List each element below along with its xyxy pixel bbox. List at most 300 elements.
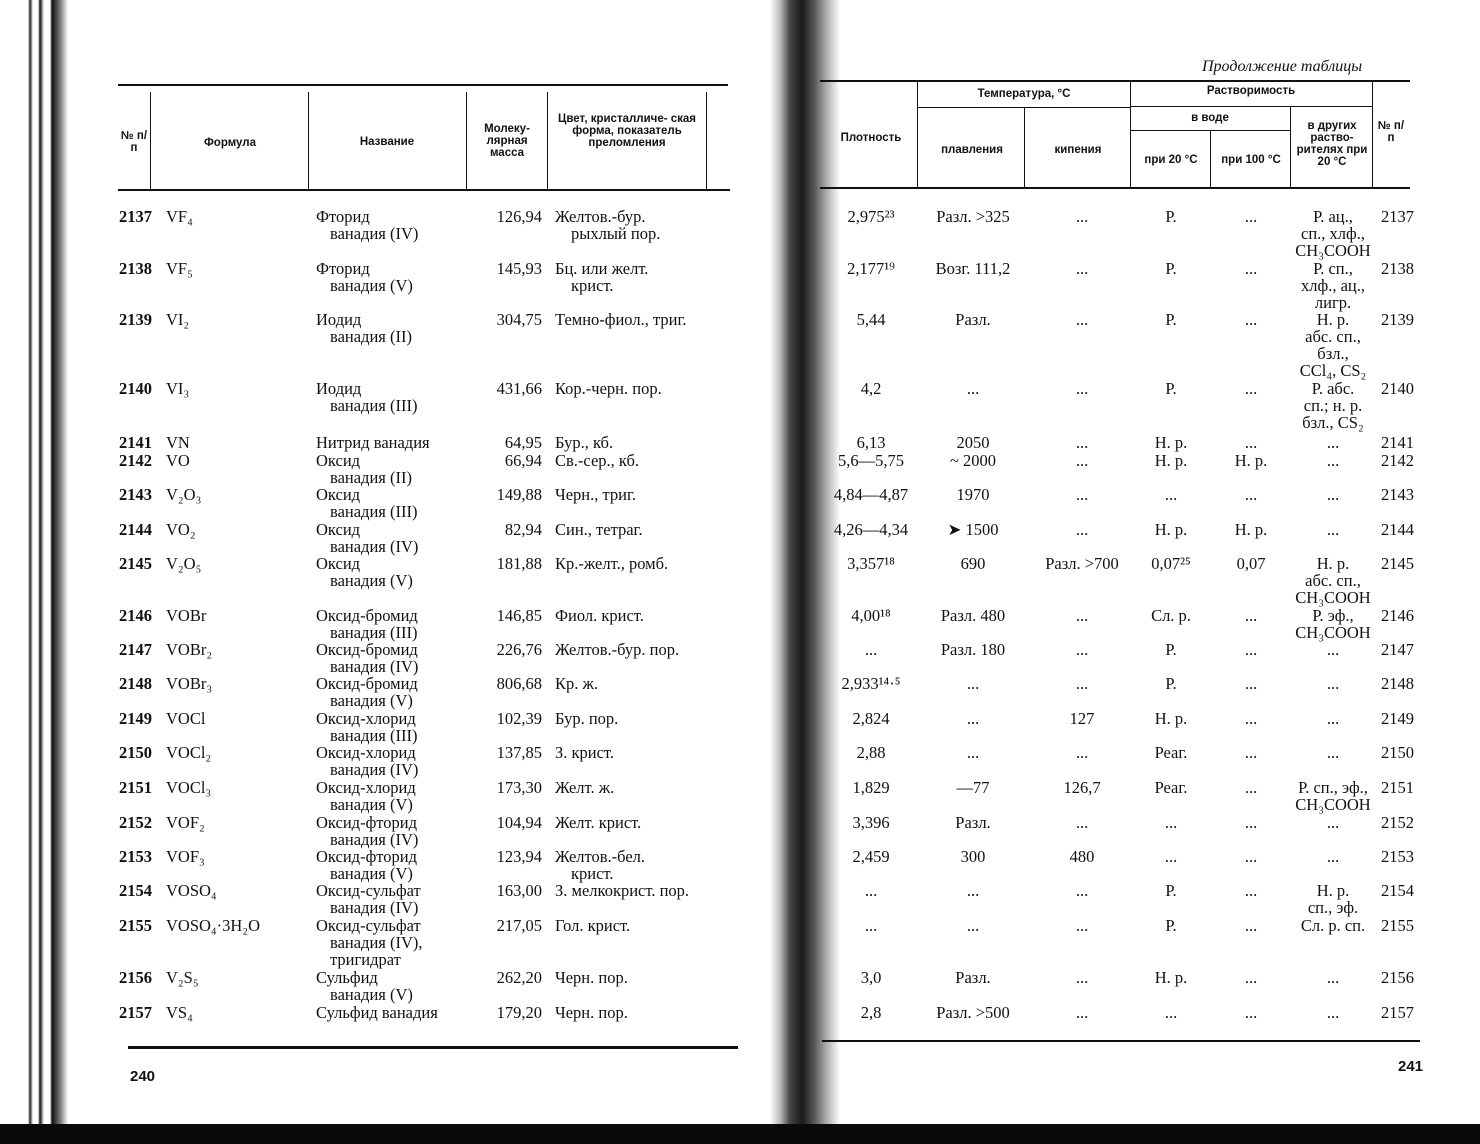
density: 2,177¹⁹ <box>847 259 895 278</box>
density: 2,975²³ <box>847 207 895 226</box>
row-num-right: 2138 <box>1381 259 1414 278</box>
melting-point: ... <box>966 916 980 935</box>
other-solvents-line: ... <box>1326 847 1340 866</box>
color-form-line: Темно-фиол., триг. <box>555 310 687 329</box>
density: ... <box>864 881 878 900</box>
other-solvents-line: ... <box>1326 813 1340 832</box>
solubility-100: ... <box>1244 881 1258 900</box>
color-form-line: Желт. крист. <box>555 813 642 832</box>
boiling-point: ... <box>1075 520 1089 539</box>
density: ... <box>864 916 878 935</box>
molar-mass: 226,76 <box>496 640 542 659</box>
color-form <box>555 641 730 658</box>
other-solvents-line: сп., хлф., <box>1301 224 1365 243</box>
right-col-divider <box>1290 107 1291 188</box>
row-num-right: 2137 <box>1381 207 1414 226</box>
row-num-right: 2149 <box>1381 709 1414 728</box>
melting-point: Разл. <box>955 310 991 329</box>
solubility-20: Р. <box>1165 310 1177 329</box>
row-num-right: 2155 <box>1381 916 1414 935</box>
melting-point: ... <box>966 881 980 900</box>
left-table-header-bottom-rule <box>118 189 730 191</box>
other-solvents <box>1290 260 1376 311</box>
compound-name-line: Оксид-фторид <box>316 813 417 832</box>
compound-name <box>316 607 466 641</box>
boiling-point: 126,7 <box>1063 778 1101 797</box>
melting-point: Разл. >500 <box>936 1003 1010 1022</box>
header-num: № п/п <box>120 130 148 154</box>
compound-name-line: Иодид <box>316 379 362 398</box>
solubility-20: Н. р. <box>1154 451 1188 470</box>
solubility-100: ... <box>1244 743 1258 762</box>
row-num: 2157 <box>119 1003 152 1022</box>
compound-name-line: ванадия (IV), <box>330 933 423 952</box>
other-solvents <box>1290 452 1376 469</box>
row-num-right: 2144 <box>1381 520 1414 539</box>
compound-name-line: ванадия (II) <box>330 327 412 346</box>
other-solvents <box>1290 848 1376 865</box>
compound-name-line: ванадия (V) <box>330 276 413 295</box>
molar-mass: 66,94 <box>504 451 542 470</box>
solubility-100: ... <box>1244 259 1258 278</box>
row-num: 2150 <box>119 743 152 762</box>
other-solvents-line: CH₃COOH <box>1295 241 1371 260</box>
compound-name <box>316 380 466 414</box>
density: 2,459 <box>852 847 890 866</box>
header-num-right: № п/п <box>1377 120 1405 144</box>
compound-name-line: ванадия (III) <box>330 623 418 642</box>
other-solvents <box>1290 607 1376 641</box>
melting-point: ~ 2000 <box>949 451 997 470</box>
color-form-line: Фиол. крист. <box>555 606 644 625</box>
compound-name <box>316 260 466 294</box>
boiling-point: 480 <box>1069 847 1095 866</box>
row-num-right: 2140 <box>1381 379 1414 398</box>
solubility-20: Н. р. <box>1154 520 1188 539</box>
solubility-20: ... <box>1164 1003 1178 1022</box>
color-form-line: Черн., триг. <box>555 485 637 504</box>
other-solvents-line: Р. сп., эф., <box>1298 778 1368 797</box>
density: 5,44 <box>856 310 886 329</box>
compound-name-line: Оксид-сульфат <box>316 916 421 935</box>
other-solvents-line: ... <box>1326 743 1340 762</box>
row-num: 2151 <box>119 778 152 797</box>
solubility-100: ... <box>1244 207 1258 226</box>
other-solvents-line: абс. сп., <box>1305 571 1361 590</box>
formula: VOF₂ <box>166 813 205 832</box>
solubility-100: ... <box>1244 778 1258 797</box>
header-in-water: в воде <box>1191 112 1229 124</box>
solubility-100: ... <box>1244 968 1258 987</box>
row-num-right: 2154 <box>1381 881 1414 900</box>
compound-name <box>316 779 466 813</box>
right-table-top-rule <box>820 80 1410 82</box>
formula: VOSO₄·3H₂O <box>166 916 261 935</box>
color-form <box>555 311 730 328</box>
other-solvents <box>1290 521 1376 538</box>
row-num: 2138 <box>119 259 152 278</box>
color-form <box>555 380 730 397</box>
color-form <box>555 434 730 451</box>
other-solvents <box>1290 380 1376 431</box>
row-num: 2149 <box>119 709 152 728</box>
page-edge-shadow-left <box>0 0 70 1144</box>
solubility-20: Р. <box>1165 916 1177 935</box>
other-solvents-line: Сл. р. сп. <box>1300 916 1366 935</box>
molar-mass: 146,85 <box>496 606 542 625</box>
compound-name <box>316 710 466 744</box>
compound-name-line: Фторид <box>316 259 370 278</box>
compound-name-line: Нитрид ванадия <box>316 433 430 452</box>
molar-mass: 82,94 <box>504 520 542 539</box>
solubility-100: ... <box>1244 709 1258 728</box>
molar-mass: 262,20 <box>496 968 542 987</box>
row-num: 2147 <box>119 640 152 659</box>
compound-name <box>316 675 466 709</box>
solubility-20: Н. р. <box>1154 433 1188 452</box>
compound-name-line: Оксид-хлорид <box>316 709 416 728</box>
row-num-right: 2145 <box>1381 554 1414 573</box>
other-solvents-line: Р. сп., <box>1313 259 1353 278</box>
row-num: 2140 <box>119 379 152 398</box>
boiling-point: ... <box>1075 207 1089 226</box>
compound-name-line: Оксид-хлорид <box>316 743 416 762</box>
melting-point: Разл. >325 <box>936 207 1010 226</box>
other-solvents-line: ... <box>1326 674 1340 693</box>
row-num-right: 2151 <box>1381 778 1414 797</box>
other-solvents-line: CH₃COOH <box>1295 588 1371 607</box>
compound-name <box>316 641 466 675</box>
left-footer-rule <box>128 1046 738 1049</box>
color-form-line: крист. <box>571 864 614 883</box>
solubility-20: Реаг. <box>1154 778 1188 797</box>
compound-name-line: Оксид-хлорид <box>316 778 416 797</box>
compound-name-line: Оксид-бромид <box>316 674 418 693</box>
boiling-point: ... <box>1075 640 1089 659</box>
density: 2,933¹⁴·⁵ <box>841 674 901 693</box>
compound-name <box>316 434 466 451</box>
melting-point: 690 <box>960 554 986 573</box>
compound-name-line: Оксид <box>316 554 361 573</box>
compound-name-line: ванадия (II) <box>330 468 412 487</box>
molar-mass: 137,85 <box>496 743 542 762</box>
formula: VI₂ <box>166 310 190 329</box>
density: 5,6—5,75 <box>838 451 904 470</box>
melting-point: Разл. <box>955 968 991 987</box>
density: 6,13 <box>856 433 886 452</box>
density: 4,26—4,34 <box>833 520 909 539</box>
color-form-line: Кр. ж. <box>555 674 599 693</box>
solubility-20: Р. <box>1165 207 1177 226</box>
left-col-divider <box>547 92 548 190</box>
formula: VOCl₂ <box>166 743 212 762</box>
compound-name <box>316 814 466 848</box>
other-solvents-line: ... <box>1326 485 1340 504</box>
formula: VOCl <box>166 709 206 728</box>
row-num: 2137 <box>119 207 152 226</box>
other-solvents-line: CCl₄, CS₂ <box>1299 361 1367 380</box>
other-solvents-line: абс. сп., <box>1305 327 1361 346</box>
row-num: 2143 <box>119 485 152 504</box>
melting-point: ➤ 1500 <box>947 520 999 539</box>
color-form <box>555 969 730 986</box>
other-solvents <box>1290 744 1376 761</box>
other-solvents <box>1290 311 1376 379</box>
header-melting: плавления <box>941 144 1003 156</box>
density: 4,00¹⁸ <box>851 606 891 625</box>
other-solvents <box>1290 882 1376 916</box>
formula: VOBr₂ <box>166 640 213 659</box>
other-solvents <box>1290 486 1376 503</box>
formula: V₂O₃ <box>166 485 202 504</box>
header-boiling: кипения <box>1054 144 1102 156</box>
solubility-20: Р. <box>1165 640 1177 659</box>
compound-name <box>316 521 466 555</box>
boiling-point: ... <box>1075 259 1089 278</box>
compound-name <box>316 555 466 589</box>
color-form <box>555 848 730 882</box>
density: 4,2 <box>860 379 882 398</box>
other-solvents-line: ... <box>1326 451 1340 470</box>
solubility-20: ... <box>1164 485 1178 504</box>
boiling-point: 127 <box>1069 709 1095 728</box>
color-form-line: Бур. пор. <box>555 709 619 728</box>
melting-point: —77 <box>956 778 990 797</box>
solubility-20: Р. <box>1165 379 1177 398</box>
row-num-right: 2147 <box>1381 640 1414 659</box>
row-num: 2146 <box>119 606 152 625</box>
compound-name-line: тригидрат <box>330 950 401 969</box>
color-form-line: Черн. пор. <box>555 1003 628 1022</box>
solubility-100: ... <box>1244 379 1258 398</box>
row-num-right: 2148 <box>1381 674 1414 693</box>
solubility-20: 0,07²⁵ <box>1151 554 1191 573</box>
compound-name-line: ванадия (III) <box>330 502 418 521</box>
other-solvents <box>1290 969 1376 986</box>
other-solvents <box>1290 814 1376 831</box>
other-solvents-line: Н. р. <box>1316 310 1350 329</box>
row-num: 2142 <box>119 451 152 470</box>
solubility-100: ... <box>1244 847 1258 866</box>
other-solvents-line: ... <box>1326 709 1340 728</box>
right-col-divider <box>1024 108 1025 188</box>
left-col-divider <box>308 92 309 190</box>
density: 4,84—4,87 <box>833 485 909 504</box>
color-form-line: Св.-сер., кб. <box>555 451 640 470</box>
color-form-line: крист. <box>571 276 614 295</box>
formula: V₂O₅ <box>166 554 202 573</box>
row-num: 2154 <box>119 881 152 900</box>
solubility-100: ... <box>1244 640 1258 659</box>
formula: VOBr₃ <box>166 674 213 693</box>
formula: VN <box>166 433 190 452</box>
formula: VOF₃ <box>166 847 205 866</box>
melting-point: Разл. <box>955 813 991 832</box>
solubility-100: ... <box>1244 1003 1258 1022</box>
right-table-header-bottom-rule <box>820 187 1410 189</box>
boiling-point: ... <box>1075 1003 1089 1022</box>
other-solvents-line: ... <box>1326 640 1340 659</box>
solubility-100: ... <box>1244 606 1258 625</box>
formula: VO₂ <box>166 520 196 539</box>
right-col-divider <box>917 82 918 188</box>
boiling-point: ... <box>1075 881 1089 900</box>
formula: VO <box>166 451 190 470</box>
other-solvents-line: ... <box>1326 520 1340 539</box>
color-form <box>555 607 730 624</box>
other-solvents-line: CH₃COOH <box>1295 795 1371 814</box>
compound-name <box>316 969 466 1003</box>
right-footer-rule <box>822 1040 1420 1042</box>
compound-name <box>316 486 466 520</box>
row-num: 2144 <box>119 520 152 539</box>
other-solvents <box>1290 208 1376 259</box>
other-solvents <box>1290 1004 1376 1021</box>
density: 3,396 <box>852 813 890 832</box>
solubility-20: Н. р. <box>1154 709 1188 728</box>
color-form <box>555 260 730 294</box>
solubility-sub-rule <box>1130 106 1372 107</box>
formula: V₂S₅ <box>166 968 199 987</box>
color-form-line: З. мелкокрист. пор. <box>555 881 690 900</box>
molar-mass: 126,94 <box>496 207 542 226</box>
compound-name-line: Оксид <box>316 451 361 470</box>
other-solvents <box>1290 675 1376 692</box>
header-other-solvents: в других раство- ритeлях при 20 °C <box>1296 120 1368 168</box>
other-solvents-line: CH₃COOH <box>1295 623 1371 642</box>
boiling-point: ... <box>1075 606 1089 625</box>
color-form-line: Син., тетраг. <box>555 520 643 539</box>
page-number-left: 240 <box>130 1068 156 1085</box>
color-form-line: Кор.-черн. пор. <box>555 379 662 398</box>
compound-name-line: Сульфид <box>316 968 378 987</box>
row-num-right: 2143 <box>1381 485 1414 504</box>
other-solvents <box>1290 710 1376 727</box>
row-num: 2145 <box>119 554 152 573</box>
left-table-top-rule <box>118 84 728 86</box>
color-form-line: Желтов.-бур. <box>555 207 646 226</box>
solubility-20: Н. р. <box>1154 968 1188 987</box>
row-num-right: 2156 <box>1381 968 1414 987</box>
color-form-line: Бц. или желт. <box>555 259 649 278</box>
right-col-divider <box>1372 82 1373 188</box>
molar-mass: 102,39 <box>496 709 542 728</box>
boiling-point: ... <box>1075 485 1089 504</box>
header-at-100: при 100 °C <box>1221 154 1281 166</box>
compound-name-line: ванадия (V) <box>330 985 413 1004</box>
other-solvents-line: лигр. <box>1314 293 1352 312</box>
other-solvents-line: хлф., ац., <box>1301 276 1365 295</box>
right-col-divider <box>1210 131 1211 188</box>
color-form <box>555 882 730 899</box>
solubility-100: ... <box>1244 433 1258 452</box>
other-solvents-line: сп.; н. р. <box>1303 396 1363 415</box>
compound-name-line: ванадия (IV) <box>330 898 419 917</box>
melting-point: Разл. 480 <box>940 606 1006 625</box>
boiling-point: Разл. >700 <box>1045 554 1119 573</box>
header-formula: Формула <box>203 137 256 149</box>
formula: VF₅ <box>166 259 193 278</box>
boiling-point: ... <box>1075 916 1089 935</box>
row-num-right: 2139 <box>1381 310 1414 329</box>
color-form <box>555 521 730 538</box>
other-solvents-line: Р. абс. <box>1311 379 1355 398</box>
solubility-100: ... <box>1244 813 1258 832</box>
compound-name-line: ванадия (IV) <box>330 224 419 243</box>
density: 2,8 <box>860 1003 882 1022</box>
row-num: 2141 <box>119 433 152 452</box>
compound-name-line: ванадия (IV) <box>330 760 419 779</box>
other-solvents-line: бзл., <box>1317 344 1349 363</box>
row-num-right: 2153 <box>1381 847 1414 866</box>
formula: VI₃ <box>166 379 190 398</box>
scan-bottom-edge <box>0 1124 1480 1144</box>
row-num-right: 2150 <box>1381 743 1414 762</box>
formula: VS₄ <box>166 1003 193 1022</box>
compound-name-line: ванадия (IV) <box>330 657 419 676</box>
other-solvents-line: ... <box>1326 1003 1340 1022</box>
row-num-right: 2152 <box>1381 813 1414 832</box>
compound-name-line: Фторид <box>316 207 370 226</box>
color-form-line: Черн. пор. <box>555 968 628 987</box>
solubility-20: ... <box>1164 813 1178 832</box>
compound-name-line: Оксид-фторид <box>316 847 417 866</box>
compound-name-line: Оксид-сульфат <box>316 881 421 900</box>
molar-mass: 179,20 <box>496 1003 542 1022</box>
row-num: 2152 <box>119 813 152 832</box>
compound-name <box>316 208 466 242</box>
other-solvents <box>1290 641 1376 658</box>
color-form-line: рыхлый пор. <box>571 224 661 243</box>
solubility-100: Н. р. <box>1234 520 1268 539</box>
melting-point: ... <box>966 743 980 762</box>
color-form <box>555 744 730 761</box>
header-density: Плотность <box>840 132 902 144</box>
continuation-title: Продолжение таблицы <box>1202 58 1363 75</box>
header-solubility: Растворимость <box>1206 85 1296 97</box>
header-at-20: при 20 °C <box>1144 154 1198 166</box>
compound-name-line: ванадия (V) <box>330 864 413 883</box>
molar-mass: 145,93 <box>496 259 542 278</box>
solubility-100: ... <box>1244 674 1258 693</box>
compound-name-line: ванадия (III) <box>330 726 418 745</box>
other-solvents <box>1290 434 1376 451</box>
row-num: 2148 <box>119 674 152 693</box>
other-solvents-line: ... <box>1326 433 1340 452</box>
left-col-divider <box>466 92 467 190</box>
color-form <box>555 486 730 503</box>
melting-point: Разл. 180 <box>940 640 1006 659</box>
compound-name-line: ванадия (III) <box>330 396 418 415</box>
boiling-point: ... <box>1075 968 1089 987</box>
boiling-point: ... <box>1075 433 1089 452</box>
compound-name-line: ванадия (IV) <box>330 830 419 849</box>
color-form <box>555 917 730 934</box>
color-form-line: Кр.-желт., ромб. <box>555 554 669 573</box>
other-solvents-line: бзл., CS₂ <box>1302 413 1364 432</box>
page-number-right: 241 <box>1398 1058 1424 1075</box>
header-color: Цвет, кристалличе- ская форма, показатель преломления <box>557 113 697 149</box>
other-solvents <box>1290 555 1376 606</box>
solubility-20: Реаг. <box>1154 743 1188 762</box>
compound-name-line: ванадия (V) <box>330 795 413 814</box>
melting-point: 1970 <box>956 485 990 504</box>
color-form-line: Желт. ж. <box>555 778 615 797</box>
color-form <box>555 555 730 572</box>
left-col-divider <box>150 92 151 190</box>
compound-name <box>316 452 466 486</box>
row-num-right: 2141 <box>1381 433 1414 452</box>
